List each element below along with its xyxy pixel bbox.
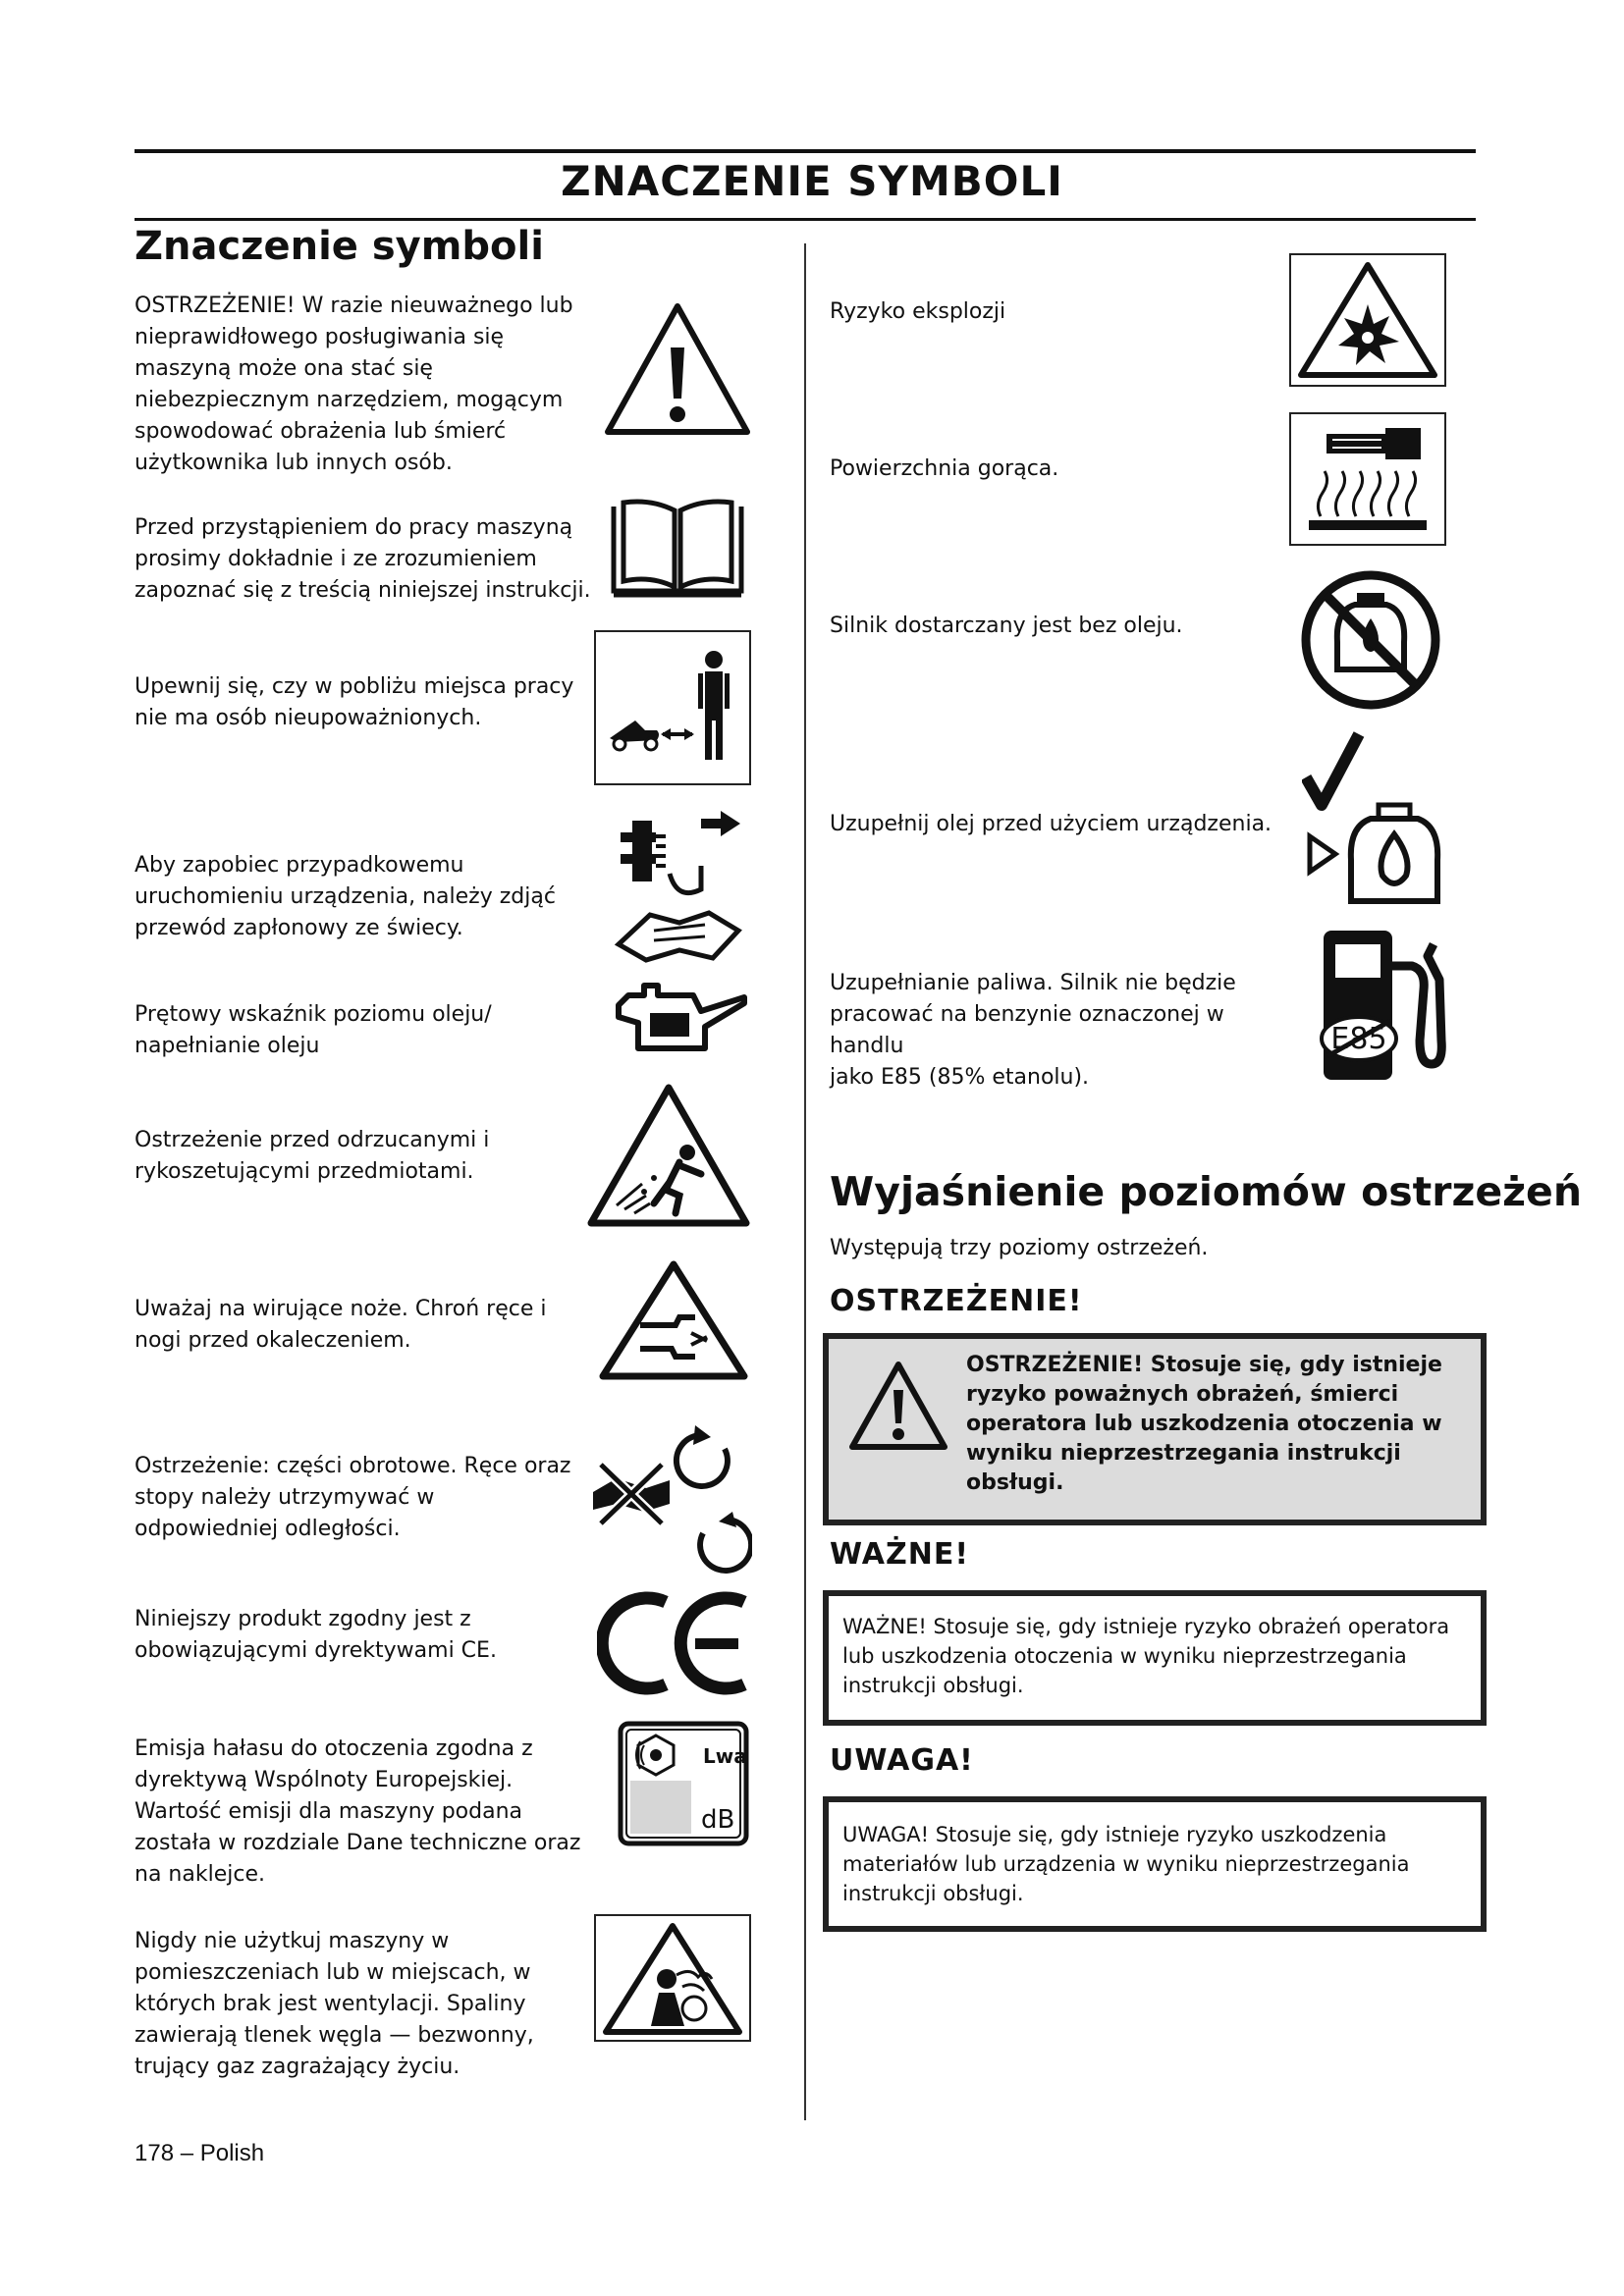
symbol-text-thrown-objects: Ostrzeżenie przed odrzucanymi i rykoszetującymi przedmiotami. bbox=[135, 1128, 490, 1184]
symbol-text-manual: Przed przystąpieniem do pracy maszyną prosimy dokładnie i ze zrozumieniem zapoznać się z treścią niniejszej instrukcji. bbox=[135, 515, 591, 603]
page-title: ZNACZENIE SYMBOLI bbox=[561, 157, 1063, 205]
symbol-text-ventilation: Nigdy nie użytkuj maszyny w pomieszczeniach lub w miejscach, w których brak jest wentylacji. Spaliny zawierają tlenek węgla — bezwonny, trujący gaz zagrażający życiu. bbox=[135, 1929, 534, 2079]
carbon-monoxide-icon bbox=[594, 1914, 751, 2042]
symbol-text-no-oil: Silnik dostarczany jest bez oleju. bbox=[830, 614, 1183, 638]
rotating-parts-icon bbox=[587, 1410, 752, 1575]
noise-level-icon bbox=[617, 1720, 750, 1847]
important-box-text: WAŻNE! Stosuje się, gdy istnieje ryzyko obrażeń operatora lub uszkodzenia otoczenia w wyniku nieprzestrzegania instrukcji obsługi. bbox=[842, 1615, 1450, 1697]
noise-db-label: dB bbox=[701, 1805, 735, 1835]
noise-lwa-label: Lwa bbox=[703, 1744, 747, 1768]
caution-box-text: UWAGA! Stosuje się, gdy istnieje ryzyko uszkodzenia materiałów lub urządzenia w wyniku nieprzestrzegania instrukcji obsługi. bbox=[842, 1823, 1410, 1905]
manual-book-icon bbox=[604, 497, 751, 603]
thrown-objects-icon bbox=[585, 1082, 752, 1229]
warning-triangle-icon bbox=[604, 300, 751, 438]
ce-mark-icon bbox=[597, 1588, 752, 1698]
fill-oil-icon bbox=[1302, 728, 1447, 909]
keep-distance-icon bbox=[594, 630, 751, 785]
symbol-text-rotating-blades: Uważaj na wirujące noże. Chroń ręce i nogi przed okaleczeniem. bbox=[135, 1297, 547, 1353]
caution-box bbox=[823, 1796, 1487, 1932]
warning-box bbox=[823, 1333, 1487, 1525]
section-title: Znaczenie symboli bbox=[135, 224, 544, 269]
rotating-blades-icon bbox=[597, 1258, 750, 1382]
title-underline bbox=[135, 218, 1476, 221]
symbol-text-warning: OSTRZEŻENIE! W razie nieuważnego lub nieprawidłowego posługiwania się maszyną może ona stać się niebezpiecznym narzędziem, mogącym spowodować obrażenia lub śmierć użytkownika lub innych osób. bbox=[135, 294, 573, 475]
warning-triangle-small-icon bbox=[846, 1359, 950, 1453]
explosion-icon bbox=[1289, 253, 1446, 387]
warning-heading: OSTRZEŻENIE! bbox=[830, 1284, 1083, 1318]
hot-surface-icon bbox=[1289, 412, 1446, 546]
symbol-text-oil-dipstick: Prętowy wskaźnik poziomu oleju/ napełnianie oleju bbox=[135, 1002, 492, 1058]
symbol-text-ce: Niniejszy produkt zgodny jest z obowiązującymi dyrektywami CE. bbox=[135, 1607, 497, 1663]
warning-box-text: OSTRZEŻENIE! Stosuje się, gdy istnieje ryzyko poważnych obrażeń, śmierci operatora lub uszkodzenia otoczenia w wyniku nieprzestrzegania instrukcji obsługi. bbox=[966, 1353, 1442, 1495]
oil-can-icon bbox=[611, 980, 748, 1054]
symbol-text-hot-surface: Powierzchnia gorąca. bbox=[830, 456, 1059, 481]
column-divider bbox=[804, 243, 806, 2120]
important-heading: WAŻNE! bbox=[830, 1537, 969, 1572]
symbol-text-fuel: Uzupełnianie paliwa. Silnik nie będzie pracować na benzynie oznaczonej w handlu jako E85 (85% etanolu). bbox=[830, 971, 1236, 1090]
symbol-text-fill-oil: Uzupełnij olej przed użyciem urządzenia. bbox=[830, 812, 1272, 836]
symbol-text-bystanders: Upewnij się, czy w pobliżu miejsca pracy nie ma osób nieupoważnionych. bbox=[135, 674, 574, 730]
symbol-text-rotating-parts: Ostrzeżenie: części obrotowe. Ręce oraz stopy należy utrzymywać w odpowiedniej odległości. bbox=[135, 1454, 571, 1541]
top-rule bbox=[135, 149, 1476, 153]
symbol-text-noise: Emisja hałasu do otoczenia zgodna z dyrektywą Wspólnoty Europejskiej. Wartość emisji dla maszyny podana została w rozdziale Dane techniczne oraz na naklejce. bbox=[135, 1736, 581, 1887]
levels-intro: Występują trzy poziomy ostrzeżeń. bbox=[830, 1236, 1209, 1260]
fuel-e85-label: E85 bbox=[1330, 1022, 1387, 1056]
levels-title: Wyjaśnienie poziomów ostrzeżeń bbox=[830, 1168, 1583, 1215]
symbol-text-explosion: Ryzyko eksplozji bbox=[830, 299, 1006, 324]
no-oil-icon bbox=[1296, 567, 1445, 713]
caution-heading: UWAGA! bbox=[830, 1743, 974, 1778]
spark-plug-icon bbox=[611, 807, 748, 964]
symbol-text-spark-plug: Aby zapobiec przypadkowemu uruchomieniu urządzenia, należy zdjąć przewód zapłonowy ze świecy. bbox=[135, 853, 556, 940]
page-footer: 178 – Polish bbox=[135, 2140, 265, 2166]
important-box bbox=[823, 1590, 1487, 1726]
fuel-pump-icon bbox=[1318, 927, 1447, 1086]
